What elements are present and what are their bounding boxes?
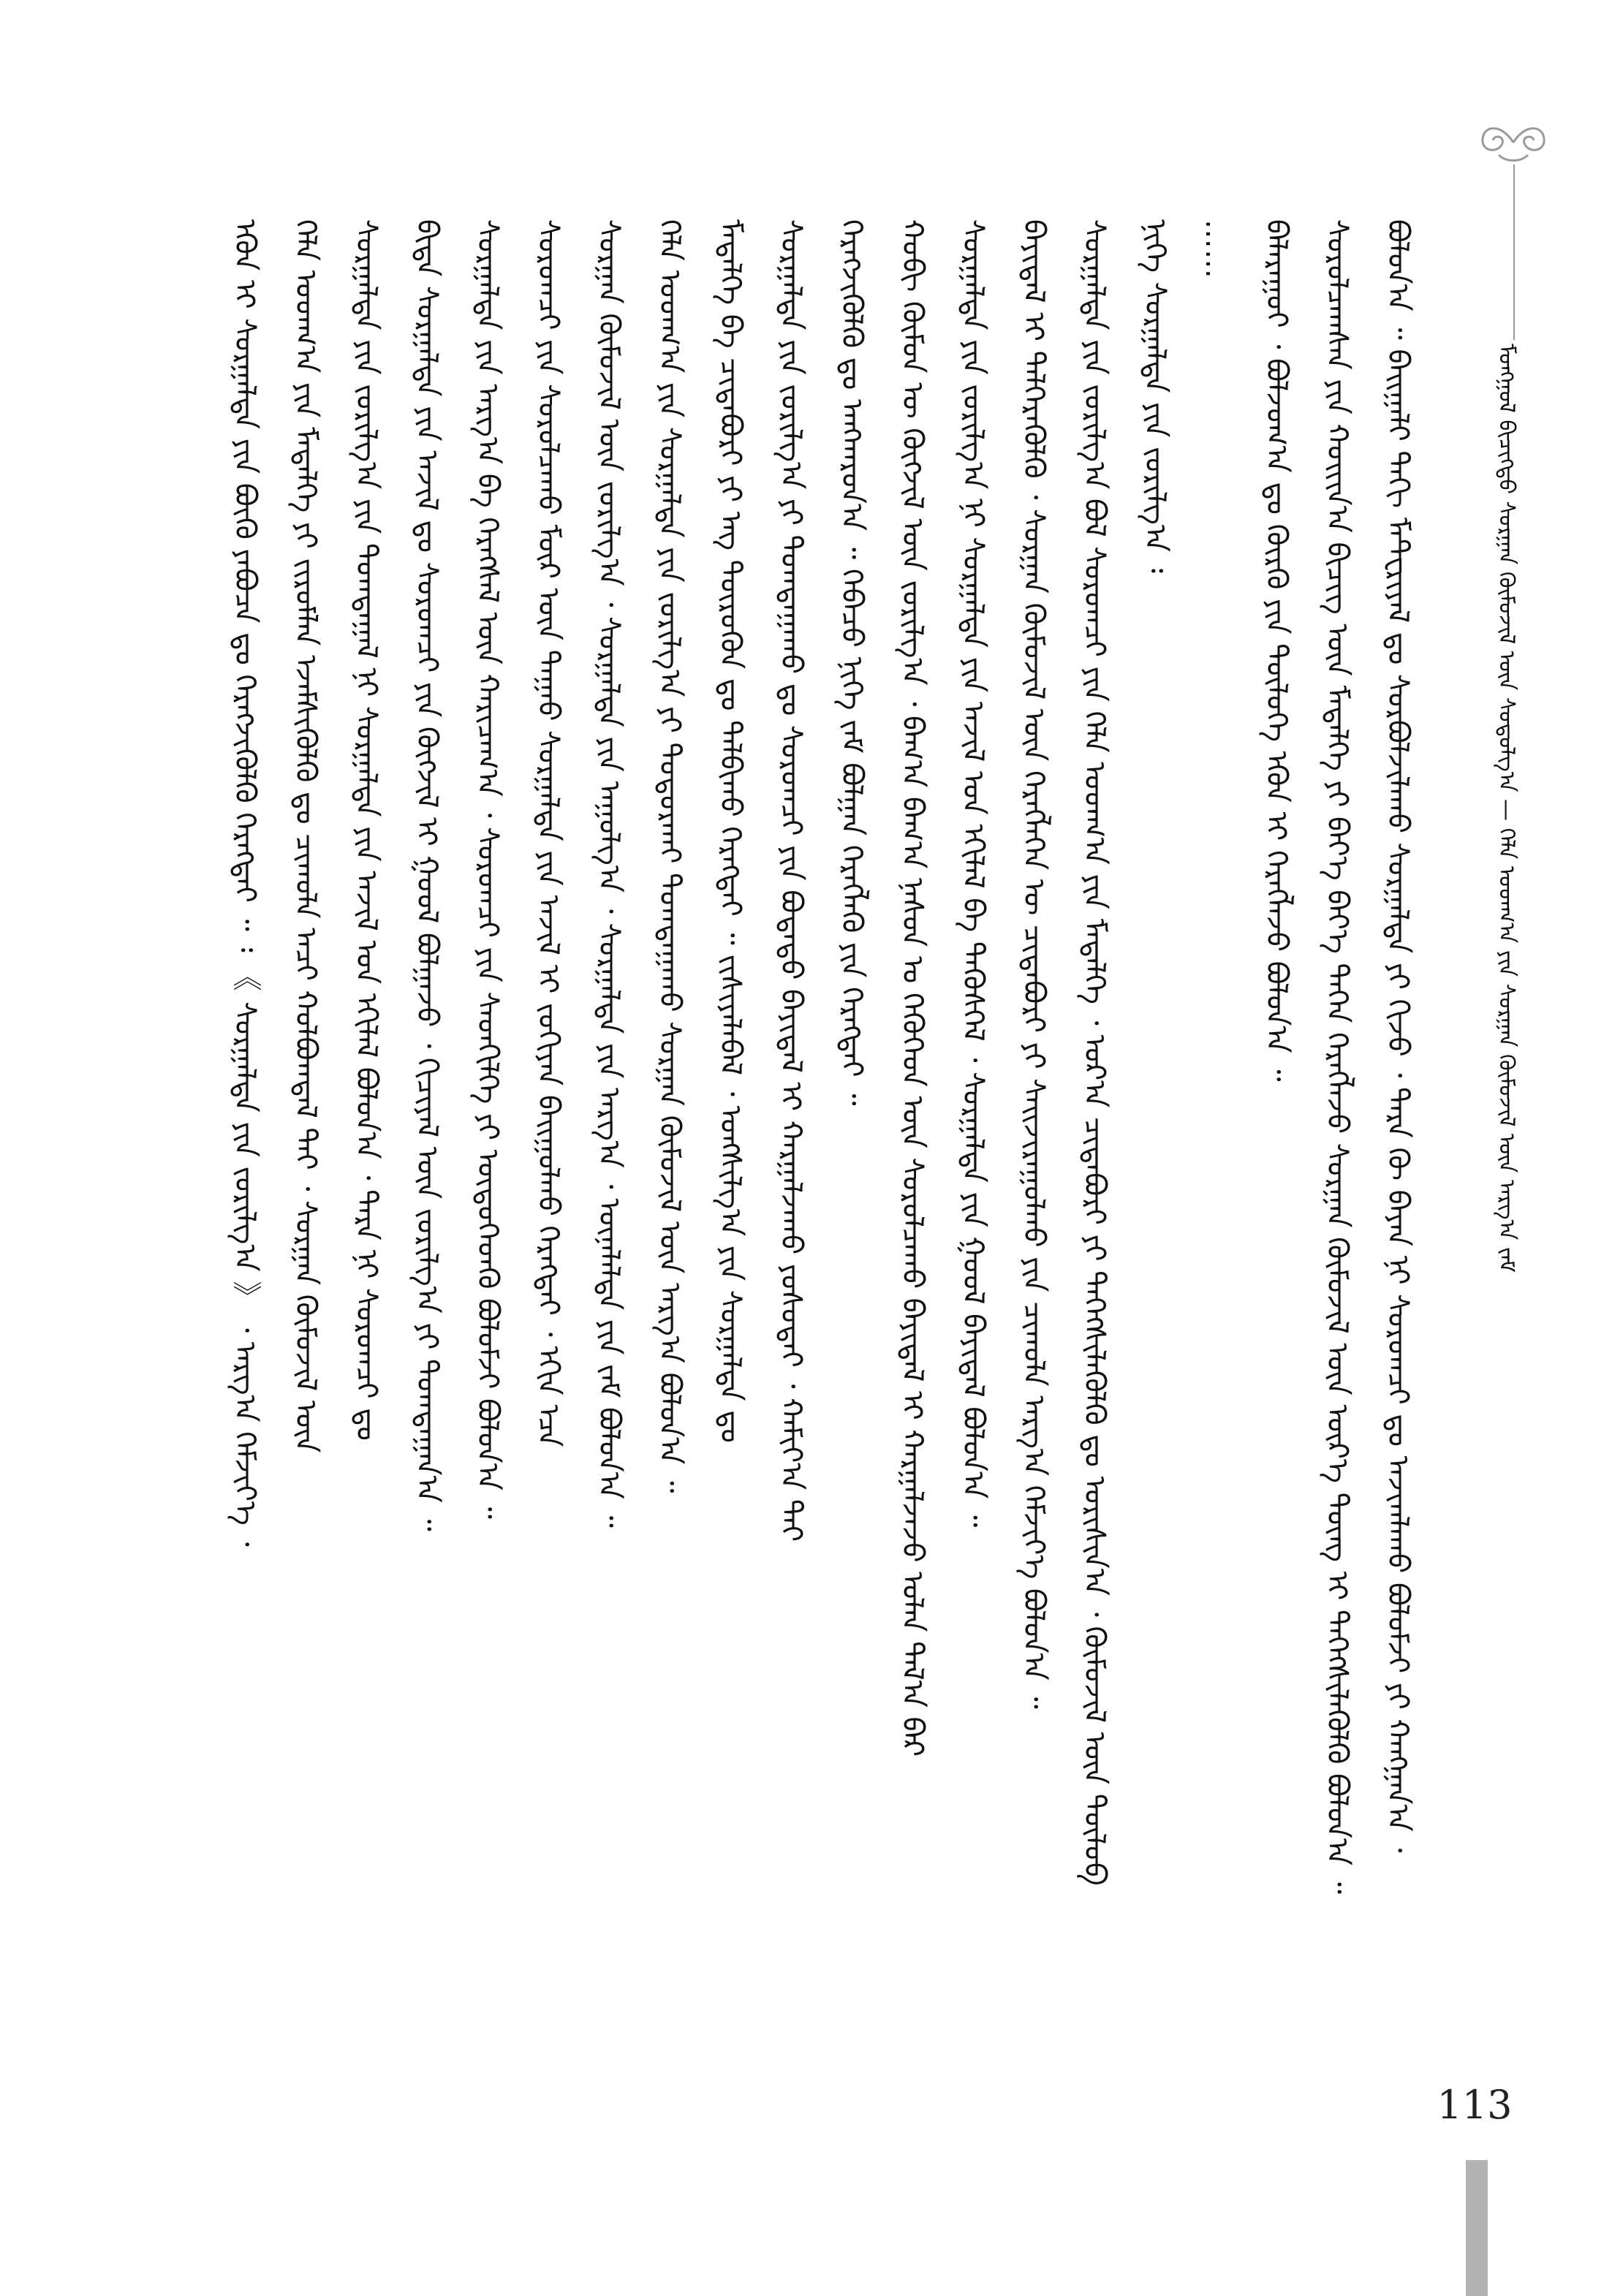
text-column: ᠰᠤᠷᠭᠠᠯᠲᠠ ᠶᠢᠨ ᠠᠷᠭ᠎ᠠ ᠪᠠ ᠬᠡᠷᠡᠭᠰᠡᠯ ᠦᠨ ᠬᠠᠷᠢᠴᠠᠭ᠎ᠠ ᠂ ᠰᠤᠷᠤᠭᠴᠢ ᠶᠢᠨ ᠰᠡᠳᠬᠢᠯᠭᠡ ᠶᠢ ᠦᠳᠦᠭᠡᠳᠬᠦ ᠪᠣᠯᠤᠮᠵᠢ ᠪᠣᠯᠤᠨ᠎ᠠ ᠃	[471, 219, 504, 1519]
text-column: ᠰᠤᠷᠤᠭᠴᠢ ᠶᠢᠨ ᠰᠤᠷᠤᠯᠴᠠᠬᠤ ᠮᠦᠷ ᠦᠨ ᠳᠠᠭᠠᠤ ᠰᠤᠷᠭᠠᠯᠲᠠ ᠶᠢᠨ ᠠᠵᠢᠯ ᠢ ᠵᠣᠬᠢᠶᠠᠨ ᠪᠠᠢᠭᠤᠯᠬᠤ ᠬᠡᠷᠡᠭᠲᠡᠢ ᠂ ᠡᠬᠢᠨ ᠡᠴᠡ	[531, 219, 565, 1447]
text-column: ᠬᠡᠷᠡᠭᠵᠢᠭᠦᠯᠬᠦ ᠳᠤ ᠠᠩᠬᠠᠷᠤᠨ᠎ᠠ ᠃ ᠭᠡᠪᠡᠴᠦ ᠨᠢᠭᠡ ᠵᠠᠮ ᠪᠣᠯᠭᠠᠨ ᠬᠡᠷᠡᠭᠯᠡᠬᠦ ᠶᠢᠨ ᠬᠡᠷᠡᠭᠲᠡᠢ ᠃	[835, 219, 869, 1106]
page-edge-tab	[1466, 2160, 1488, 2296]
text-column: ᠰᠤᠷᠭᠠᠯᠲᠠ ᠶᠢᠨ ᠵᠣᠷᠢᠯᠭ᠎ᠠ ᠪᠣᠯ ᠰᠤᠷᠤᠭᠴᠢ ᠶᠢᠨ ᠬᠡᠯᠡ ᠤᠳᠬ᠎ᠠ ᠶᠢᠨ ᠮᠡᠳᠡᠯᠭᠡ ᠂ ᠤᠷ᠎ᠠ ᠴᠢᠳᠠᠪᠤᠷᠢ ᠶᠢ ᠳᠡᠭᠡᠭᠰᠢᠯᠡᠭᠦᠯᠬᠦ ᠳᠤ ᠣᠷᠢᠰᠢᠨ᠎ᠠ ᠂ ᠬᠦᠮᠦᠵᠢᠯ ᠦᠨ ᠲᠥᠯᠥᠪ	[1078, 219, 1111, 1886]
text-column: ᠬᠡᠯᠡ ᠤᠳᠬ᠎ᠠ ᠶᠢᠨ ᠮᠡᠳᠡᠯᠭᠡ ᠶᠢ ᠵᠢᠷᠤᠮᠯᠠᠨ ᠡᠵᠡᠮᠰᠢᠭᠦᠯᠬᠦ ᠳᠤ ᠴᠢᠬᠤᠯᠠ ᠠᠴᠢ ᠬᠣᠯᠪᠣᠭᠳᠠᠯ ᠲᠠᠢ ᠂ ᠰᠤᠷᠭᠠᠨ ᠬᠦᠮᠦᠵᠢᠯ ᠦᠨ	[289, 219, 322, 1453]
text-column: ᠬᠤᠪᠢ ᠬᠦᠮᠦᠨ ᠦ ᠬᠥᠭᠵᠢᠯ ᠦᠨ ᠵᠣᠷᠢᠯᠭ᠎ᠠ ᠂ ᠪᠠᠭ᠎ᠠ ᠪᠠᠭ᠎ᠠ ᠨᠠᠰᠤᠨ ᠤ ᠬᠡᠭᠦᠬᠡᠳ ᠦᠨ ᠰᠤᠷᠤᠯᠴᠠᠬᠤ ᠪᠠᠶᠢᠳᠠᠯ ᠢ ᠬᠠᠷᠭᠠᠯᠵᠠᠵᠤ ᠣᠯᠠᠨ ᠲᠠᠯ᠎ᠠ ᠪᠠᠷ	[896, 219, 929, 1757]
header-divider	[1513, 164, 1515, 340]
text-column: ᠰᠤᠷᠭᠠᠯᠲᠠ ᠶᠢᠨ ᠵᠣᠷᠢᠯᠭ᠎ᠠ ᠨᠢ ᠰᠤᠷᠭᠠᠯᠲᠠ ᠶᠢᠨ ᠠᠵᠢᠯ ᠤᠨ ᠡᠬᠢᠯᠡᠯ ᠪᠠ ᠲᠡᠭᠦᠰᠬᠡᠯ ᠂ ᠰᠤᠷᠭᠠᠯᠲᠠ ᠶᠢᠨ ᠭᠣᠣᠯ ᠪᠠᠶᠢᠳᠠᠯ ᠪᠣᠯᠤᠨ᠎ᠠ ᠃	[956, 219, 990, 1528]
text-column: ᠡᠭᠦᠨ ᠢ ᠰᠤᠷᠭᠠᠯᠲᠠ ᠶᠢᠨ ᠪᠦᠬᠦ ᠶᠠᠪᠤᠴᠠ ᠳᠤ ᠬᠡᠷᠡᠭᠵᠢᠭᠦᠯᠬᠦ ᠬᠡᠷᠡᠭᠲᠡᠢ ᠃ ᠄ 《 ᠰᠤᠷᠭᠠᠯᠲᠠ ᠶᠢᠨ ᠵᠣᠷᠢᠯᠭ᠎ᠠ 》 ᠂ ᠠᠷᠭ᠎ᠠ ᠬᠡᠮᠵᠢᠶ᠎ᠡ ᠂	[228, 219, 262, 1547]
text-column: ᠪᠤᠯᠤᠨ᠎ᠠ ᠃ ᠪᠠᠢᠭᠠᠯᠢ ᠳᠠᠬᠢ ᠮᠠᠲ᠋ᠧᠷᠢᠶᠠᠯ ᠳᠤ ᠰᠤᠷᠪᠤᠯᠵᠢᠯᠠᠬᠤ ᠰᠤᠷᠭᠠᠯᠲᠠ ᠶᠢ ᠬᠢᠵᠦ ᠂ ᠲᠡᠷᠡ ᠬᠦ ᠪᠠᠶᠠᠨ ᠨᠢ ᠰᠤᠷᠤᠭᠴᠢ ᠳᠤ ᠠᠵᠢᠭᠯᠠᠬᠤ ᠪᠣᠯᠤᠮᠵᠢ ᠶᠢ ᠬᠠᠩᠭᠠᠨ᠎ᠠ ᠂	[1381, 219, 1415, 1853]
text-column: ᠨᠢᠭᠡ ᠰᠤᠷᠭᠠᠯᠲᠠ ᠶᠢᠨ ᠵᠣᠷᠢᠯᠭ᠎ᠠ ᠄	[1138, 219, 1172, 573]
text-column: ᠰᠤᠷᠭᠠᠯᠲᠠ ᠶᠢᠨ ᠵᠣᠷᠢᠯᠭ᠎ᠠ ᠶᠢᠨ ᠲᠣᠭᠲᠠᠭᠠᠯ ᠨᠢ ᠰᠤᠷᠭᠠᠯᠲᠠ ᠶᠢᠨ ᠠᠵᠢᠯ ᠤᠨ ᠡᠬᠢᠯᠡᠯ ᠪᠣᠯᠤᠨ᠎ᠠ ᠂ ᠲᠡᠷᠡ ᠨᠢ ᠰᠤᠷᠤᠭᠴᠢ ᠳᠤ	[349, 219, 383, 1441]
text-column: ᠰᠤᠷᠭᠠᠯᠲᠠ ᠶᠢᠨ ᠵᠣᠷᠢᠯᠭ᠎ᠠ ᠶᠢ ᠲᠣᠭᠲᠠᠭᠠᠬᠤ ᠳᠤ ᠰᠤᠷᠤᠭᠴᠢ ᠶᠢᠨ ᠪᠣᠳᠠᠲᠤ ᠪᠠᠶᠢᠳᠠᠯ ᠢ ᠬᠠᠷᠭᠠᠯᠵᠠᠬᠤ ᠶᠣᠰᠣᠲᠠᠢ ᠂ ᠬᠠᠮᠢᠶ᠎ᠠ ᠲᠠᠢ	[774, 219, 808, 1542]
text-column: ᠪᠢᠳᠡ ᠰᠤᠷᠭᠠᠯᠲᠠ ᠶᠢᠨ ᠠᠵᠢᠯ ᠳᠤ ᠰᠤᠷᠤᠭᠴᠢ ᠶᠢᠨ ᠬᠥᠭᠵᠢᠯ ᠢ ᠭᠣᠣᠯ ᠪᠣᠯᠭᠠᠵᠤ ᠂ ᠬᠢᠴᠢᠶᠡᠯ ᠦᠨ ᠵᠣᠷᠢᠯᠭ᠎ᠠ ᠶᠢ ᠲᠣᠭᠲᠠᠭᠠᠨ᠎ᠠ ᠃	[410, 219, 444, 1531]
text-column: ᠮᠡᠳᠡᠯᠭᠡ ᠪᠠ ᠴᠢᠳᠠᠪᠤᠷᠢ ᠶᠢ ᠡᠩ ᠲᠦᠷᠦᠭᠦᠨ ᠳᠤ ᠲᠠᠯᠪᠢᠬᠤ ᠬᠡᠷᠡᠭᠲᠡᠢ ᠃ ᠵᠢᠱᠢᠶᠡᠯᠡᠪᠡᠯ ᠂ ᠤᠩᠰᠢᠯᠭ᠎ᠠ ᠶᠢᠨ ᠰᠤᠷᠭᠠᠯᠲᠠ ᠳᠤ	[714, 219, 747, 1443]
text-column: ᠰᠤᠷᠤᠯᠴᠠᠭᠰᠠᠨ ᠶᠢᠨ ᠬᠣᠢᠢᠨ᠎ᠠ ᠪᠢᠴᠢᠭ᠌ ᠦᠨ ᠮᠡᠳᠡᠯᠭᠡ ᠶᠢ ᠪᠡᠶ᠎ᠡ ᠪᠡᠶ᠎ᠡ ᠳᠡᠭᠡᠨ ᠬᠡᠷᠡᠭᠯᠡᠵᠦ ᠰᠤᠷᠭᠠᠨ ᠬᠦᠮᠦᠵᠢᠯ ᠦᠨ ᠦᠷ᠎ᠡ ᠳᠦᠩ ᠢ ᠳᠡᠭᠡᠭᠰᠢᠯᠡᠭᠦᠯᠬᠦ ᠪᠣᠯᠤᠨ᠎ᠠ ᠃	[1320, 219, 1354, 1895]
text-column: ᠰᠤᠷᠭᠠᠨ ᠬᠦᠮᠦᠵᠢᠯ ᠦᠨ ᠵᠣᠷᠢᠯᠭ᠎ᠠ ᠂ ᠰᠤᠷᠭᠠᠯᠲᠠ ᠶᠢᠨ ᠠᠭᠤᠯᠭ᠎ᠠ ᠂ ᠰᠤᠷᠭᠠᠯᠲᠠ ᠶᠢᠨ ᠠᠷᠭ᠎ᠠ ᠂ ᠦᠨᠡᠯᠡᠯᠲᠡ ᠶᠢᠨ ᠵᠠᠮ ᠪᠣᠯᠤᠨ᠎ᠠ ᠃	[592, 219, 626, 1528]
scroll-ornament-icon	[1469, 117, 1557, 168]
running-header: ᠮᠣᠩᠭᠣᠯ ᠪᠢᠴᠢᠭᠲᠦ ᠰᠤᠷᠭᠠᠨ ᠬᠦᠮᠦᠵᠢᠯ ᠦᠨ ᠰᠤᠳᠤᠯᠭ᠎ᠠ — ᠬᠡᠯᠡ ᠤᠳᠬ᠎ᠠ ᠶᠢᠨ ᠰᠤᠷᠭᠠᠨ ᠬᠦᠮᠦᠵᠢᠯ ᠦᠨ ᠠᠷᠭ᠎ᠠ ᠵᠠᠮ	[1494, 344, 1519, 1273]
page-number: 113	[1437, 2082, 1513, 2128]
text-column: ……	[1199, 219, 1233, 279]
text-column: ᠪᠠᠶᠢᠳᠠᠯ ᠢ ᠲᠡᠯᠭᠡᠷᠡᠭᠦᠯᠬᠦ ᠂ ᠰᠤᠷᠭᠠᠨ ᠬᠦᠮᠦᠵᠢᠯ ᠦᠨ ᠬᠡᠷᠡᠭᠯᠡᠭᠡᠨ ᠦ ᠴᠢᠳᠠᠪᠤᠷᠢ ᠶᠢ ᠰᠠᠢᠵᠢᠷᠠᠭᠤᠯᠬᠤ ᠶᠢᠨ ᠴᠢᠬᠤᠯᠠ ᠠᠷᠭ᠎ᠠ ᠬᠡᠮᠵᠢᠶ᠎ᠡ ᠪᠣᠯᠤᠨ᠎ᠠ ᠃	[1017, 219, 1051, 1709]
text-column: ᠬᠡᠯᠡ ᠤᠳᠬ᠎ᠠ ᠶᠢᠨ ᠰᠤᠷᠭᠠᠯᠲᠠ ᠶᠢᠨ ᠵᠣᠷᠢᠯᠭ᠎ᠠ ᠶᠢ ᠲᠣᠳᠣᠷᠬᠠᠢ ᠲᠣᠭᠲᠠᠭᠠᠬᠤ ᠰᠤᠷᠭᠠᠨ ᠬᠦᠮᠦᠵᠢᠯ ᠦᠨ ᠠᠷᠭ᠎ᠠ ᠪᠣᠯᠤᠨ᠎ᠠ ᠃	[653, 219, 686, 1493]
text-column: ᠪᠠᠯᠠᠷᠠᠭᠤᠢ ᠂ ᠪᠣᠯᠵᠣᠭ᠎ᠠ ᠳᠤ ᠬᠦᠷᠬᠦ ᠶᠢᠨ ᠲᠥᠯᠥᠭᠡ ᠡᠭᠦᠨ ᠢ ᠬᠡᠷᠡᠭᠯᠡᠵᠦ ᠪᠣᠯᠣᠨ᠎ᠠ ᠃	[1260, 219, 1293, 1082]
body-text	[219, 219, 1418, 2134]
